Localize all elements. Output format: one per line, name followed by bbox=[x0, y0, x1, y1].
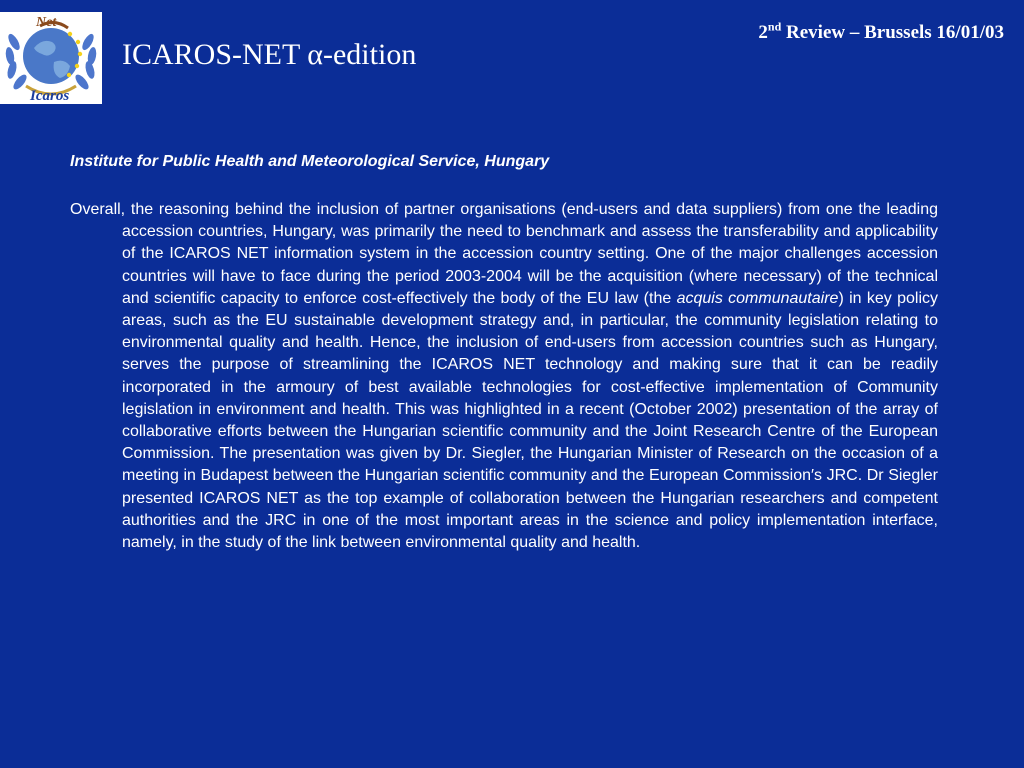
paragraph-italic-term: acquis communautaire bbox=[676, 289, 839, 307]
icaros-net-logo bbox=[0, 12, 102, 104]
logo-text-net: Net bbox=[36, 15, 57, 30]
page-title: ICAROS-NET α-edition bbox=[122, 38, 417, 71]
review-ordinal-suffix: nd bbox=[767, 19, 782, 34]
logo-graphic bbox=[0, 12, 102, 104]
review-number: 2 bbox=[758, 22, 768, 43]
section-heading: Institute for Public Health and Meteorological Service, Hungary bbox=[70, 153, 550, 170]
review-location-date: Review – Brussels 16/01/03 bbox=[781, 22, 1004, 43]
paragraph-part-2: ) in key policy areas, such as the EU sustainable development strategy and, in particular, the community legislation relating to environmental quality and health. Hence, the inclusion of end-users from accession countries such as Hungary, serves the purpose of streamlining the ICAROS NET technology and making sure that it can be readily incorporated in the armoury of best available technologies for cost-effective implementation of Community legislation in environment and health. This was highlighted in a recent (October 2002) presentation of the array of collaborative efforts between the Hungarian scientific community and the Joint Research Centre of the European Commission. The presentation was given by Dr. Siegler, the Hungarian Minister of Research on the occasion of a meeting in Budapest between the Hungarian scientific community and the European Commission′s JRC. Dr Siegler presented ICAROS NET as the top example of collaboration between the Hungarian researchers and competent authorities and the JRC in one of the most important areas in the science and policy implementation interface, namely, in the study of the link between environmental quality and health. bbox=[122, 289, 939, 552]
paragraph-part-1: Overall, the reasoning behind the inclusion of partner organisations (end-users and data suppliers) from one the leading accession countries, Hungary, was primarily the need to benchmark and assess the transferability and applicability of the ICAROS NET information system in the accession country setting. One of the major challenges accession countries will have to face during the period 2003-2004 will be the acquisition (where necessary) of the technical and scientific capacity to enforce cost-effectively the body of the EU law (the bbox=[70, 201, 938, 307]
logo-text-icaros: Icaros bbox=[30, 88, 70, 104]
body-paragraph bbox=[70, 199, 938, 554]
review-date-header bbox=[758, 19, 1004, 44]
